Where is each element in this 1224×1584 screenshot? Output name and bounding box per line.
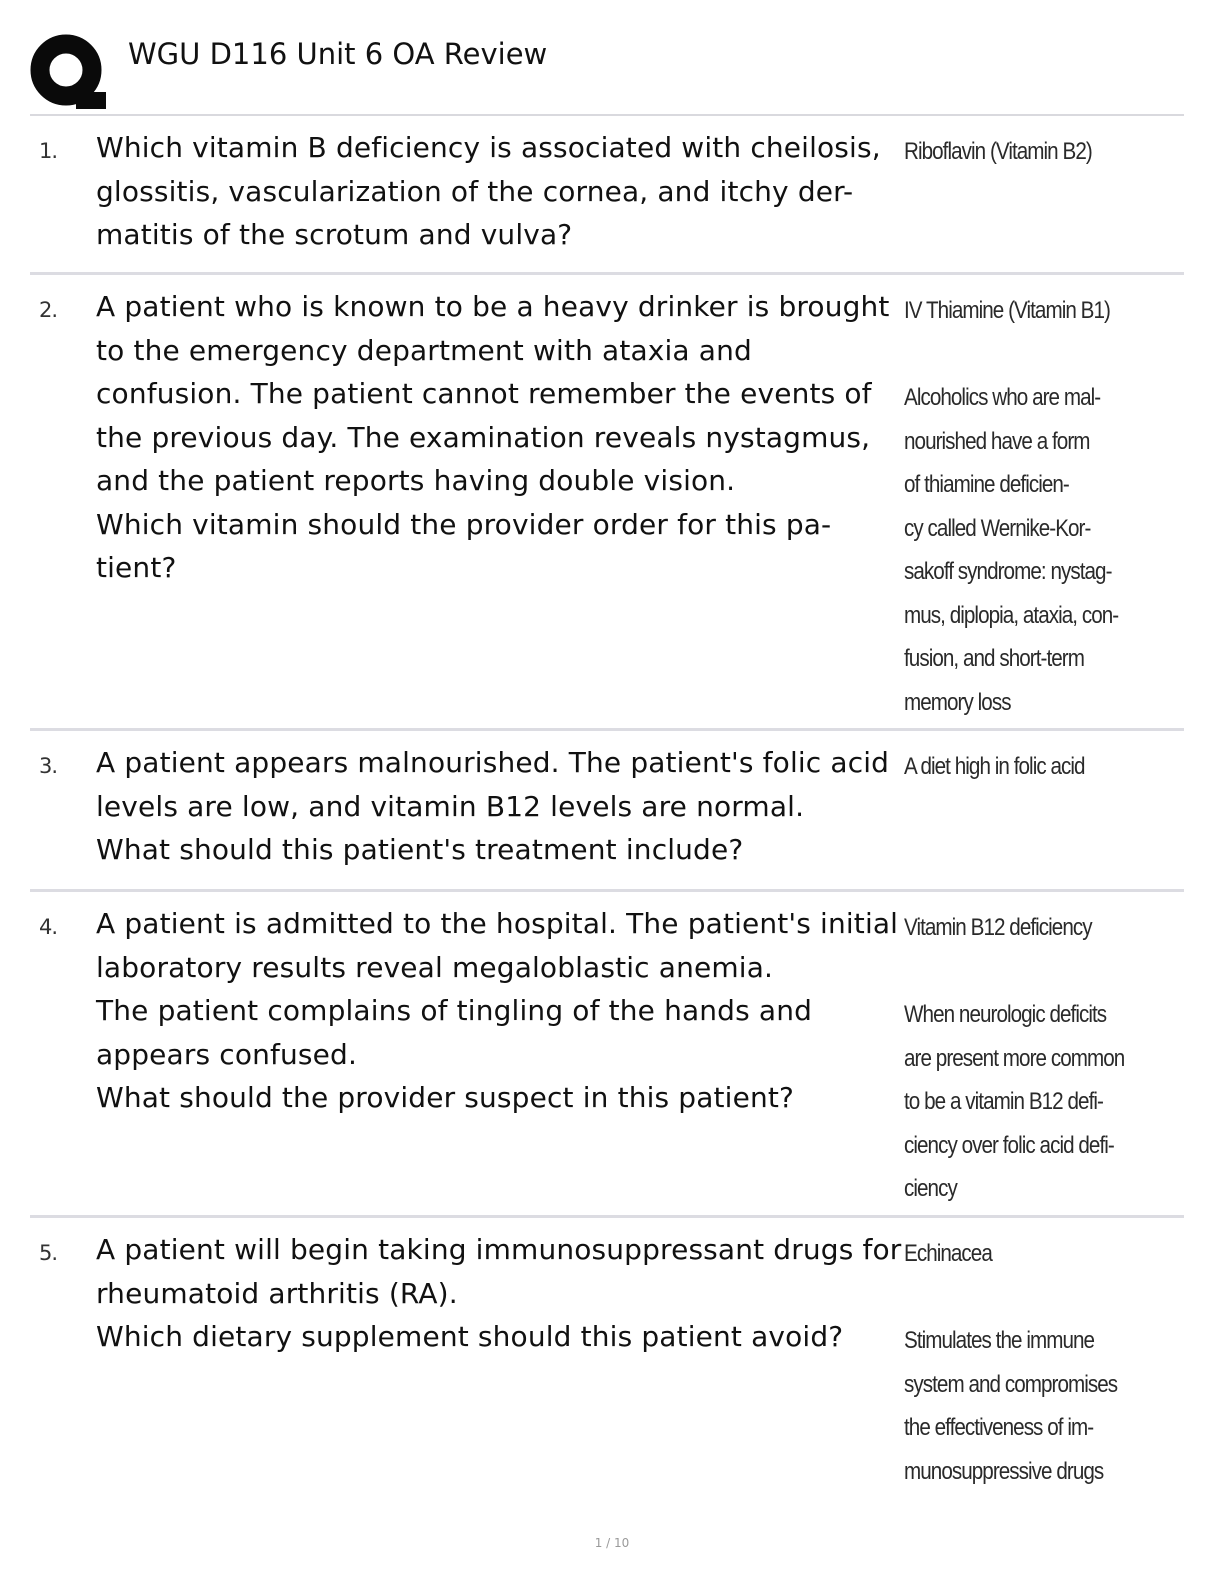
card-answer: Vitamin B12 deficiency When neurologic deficits are present more common to be a vitamin B12 defi- ciency over folic acid defi- ciency xyxy=(904,914,1125,1202)
card-answer: A diet high in folic acid xyxy=(904,753,1085,780)
flashcard xyxy=(30,275,1184,731)
quizlet-q-logo-icon xyxy=(30,34,110,110)
card-question: A patient is admitted to the hospital. The patient's initial laboratory results reveal megaloblastic anemia. The patient complains of tingling of the hands and appears confused. What should the provider suspect in this patient? xyxy=(96,907,899,1114)
card-answer: Echinacea Stimulates the immune system and compromises the effectiveness of im- munosuppressive drugs xyxy=(904,1240,1118,1485)
card-question: Which vitamin B deficiency is associated with cheilosis, glossitis, vascularization of the cornea, and itchy der- matitis of the scrotum and vulva? xyxy=(96,131,881,251)
document-title: WGU D116 Unit 6 OA Review xyxy=(128,37,548,71)
card-number: 4. xyxy=(39,915,58,939)
card-question: A patient who is known to be a heavy drinker is brought to the emergency department with ataxia and confusion. The patient cannot remember the events of the previous day. The examination reveals nystagmus, and the patient reports having double vision. Which vitamin should the provider order for this pa- tient? xyxy=(96,290,890,584)
card-number: 3. xyxy=(39,754,58,778)
flashcard xyxy=(30,1218,1184,1498)
card-number: 2. xyxy=(39,298,58,322)
card-answer: Riboflavin (Vitamin B2) xyxy=(904,138,1092,165)
flashcard xyxy=(30,731,1184,892)
flashcard-list xyxy=(30,116,1184,1498)
card-question: A patient will begin taking immunosuppressant drugs for rheumatoid arthritis (RA). Which dietary supplement should this patient avoid? xyxy=(96,1233,902,1353)
card-question: A patient appears malnourished. The patient's folic acid levels are low, and vitamin B12 levels are normal. What should this patient's treatment include? xyxy=(96,746,890,866)
card-number: 1. xyxy=(39,139,58,163)
card-answer: IV Thiamine (Vitamin B1) Alcoholics who are mal- nourished have a form of thiamine deficien- cy called Wernike-Kor- sakoff syndrome: nystag- mus, diplopia, ataxia, con- fusion, and short-term memory loss xyxy=(904,297,1119,716)
flashcard xyxy=(30,892,1184,1218)
card-number: 5. xyxy=(39,1241,58,1265)
document-header xyxy=(30,30,1184,116)
flashcard xyxy=(30,116,1184,275)
page-indicator: 1 / 10 xyxy=(594,1536,630,1550)
